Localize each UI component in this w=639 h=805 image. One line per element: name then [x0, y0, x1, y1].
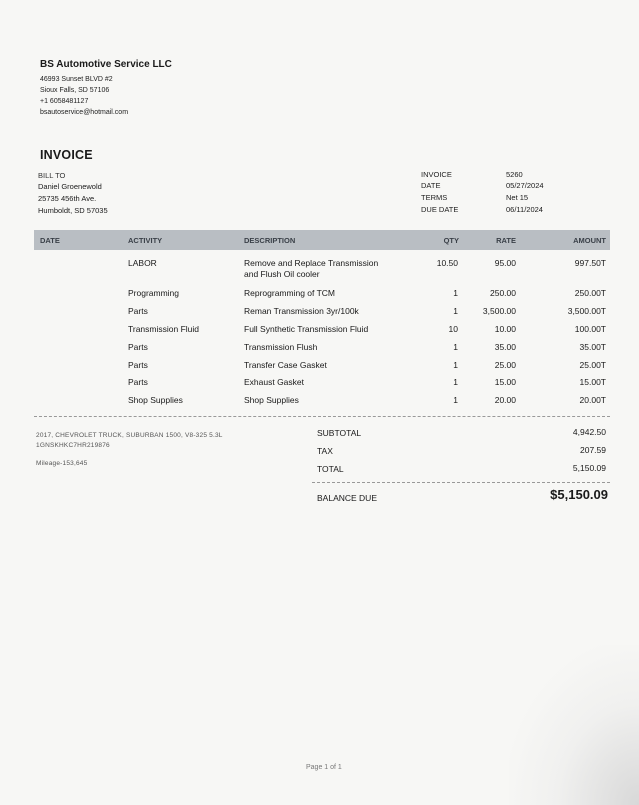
- row-amount: 3,500.00T: [567, 306, 606, 316]
- th-description: DESCRIPTION: [244, 236, 296, 245]
- row-qty: 1: [453, 377, 458, 387]
- row-activity: Parts: [128, 377, 148, 387]
- meta-due-date-label: DUE DATE: [421, 205, 459, 214]
- bill-to-city: Humboldt, SD 57035: [38, 206, 108, 215]
- row-amount: 35.00T: [579, 342, 606, 352]
- row-description: Reprogramming of TCM: [244, 288, 336, 298]
- tax-label: TAX: [317, 446, 333, 456]
- th-amount: AMOUNT: [573, 236, 606, 245]
- page-number: Page 1 of 1: [306, 764, 342, 771]
- row-activity: Transmission Fluid: [128, 324, 200, 334]
- row-qty: 10: [448, 324, 458, 334]
- company-address-line1: 46993 Sunset BLVD #2: [40, 76, 113, 83]
- meta-invoice-label: INVOICE: [421, 170, 452, 179]
- meta-date-label: DATE: [421, 181, 441, 190]
- row-activity: Parts: [128, 306, 148, 316]
- row-rate: 10.00: [494, 324, 516, 334]
- row-amount: 20.00T: [579, 395, 606, 405]
- summary-divider: [312, 482, 610, 483]
- scan-shadow: [509, 645, 639, 805]
- row-rate: 250.00: [490, 288, 516, 298]
- row-description: Shop Supplies: [244, 395, 299, 405]
- row-description: Remove and Replace Transmission: [244, 258, 379, 268]
- meta-terms-label: TERMS: [421, 193, 448, 202]
- row-description: Reman Transmission 3yr/100k: [244, 306, 359, 316]
- invoice-title: INVOICE: [40, 148, 93, 162]
- row-rate: 15.00: [494, 377, 516, 387]
- bill-to-street: 25735 456th Ave.: [38, 194, 97, 203]
- bill-to-name: Daniel Groenewold: [38, 182, 102, 191]
- row-qty: 1: [453, 306, 458, 316]
- vehicle-description: 2017, CHEVROLET TRUCK, SUBURBAN 1500, V8-325 5.3L: [36, 432, 223, 439]
- row-amount: 15.00T: [579, 377, 606, 387]
- row-description: Transfer Case Gasket: [244, 360, 327, 370]
- row-qty: 1: [453, 360, 458, 370]
- th-qty: QTY: [443, 236, 459, 245]
- tax-value: 207.59: [580, 445, 606, 455]
- balance-due-label: BALANCE DUE: [317, 493, 377, 503]
- row-activity: Parts: [128, 342, 148, 352]
- row-amount: 997.50T: [574, 258, 606, 268]
- meta-date-value: 05/27/2024: [506, 181, 544, 190]
- balance-due-value: $5,150.09: [550, 487, 608, 502]
- total-value: 5,150.09: [572, 463, 606, 473]
- company-phone: +1 6058481127: [40, 98, 89, 105]
- table-header-bar: [34, 230, 610, 250]
- row-qty: 1: [453, 395, 458, 405]
- row-description-cont: and Flush Oil cooler: [244, 269, 320, 279]
- row-rate: 3,500.00: [482, 306, 516, 316]
- company-name: BS Automotive Service LLC: [40, 59, 172, 70]
- vehicle-vin: 1GNSKHKC7HR219876: [36, 442, 110, 449]
- row-activity: Parts: [128, 360, 148, 370]
- row-description: Exhaust Gasket: [244, 377, 305, 387]
- row-amount: 100.00T: [574, 324, 606, 334]
- th-activity: ACTIVITY: [128, 236, 163, 245]
- row-qty: 1: [453, 288, 458, 298]
- meta-terms-value: Net 15: [506, 193, 529, 202]
- subtotal-label: SUBTOTAL: [317, 428, 362, 438]
- total-label: TOTAL: [317, 464, 344, 474]
- table-divider: [34, 416, 610, 417]
- row-rate: 20.00: [494, 395, 516, 405]
- row-activity: LABOR: [128, 258, 157, 268]
- row-activity: Programming: [128, 288, 180, 298]
- row-rate: 95.00: [494, 258, 516, 268]
- company-email: bsautoservice@hotmail.com: [40, 109, 129, 116]
- row-rate: 35.00: [494, 342, 516, 352]
- bill-to-label: BILL TO: [38, 171, 66, 180]
- row-description: Full Synthetic Transmission Fluid: [244, 324, 369, 334]
- vehicle-mileage: Mileage-153,645: [36, 460, 88, 467]
- th-rate: RATE: [496, 236, 516, 245]
- row-amount: 250.00T: [574, 288, 606, 298]
- row-amount: 25.00T: [579, 360, 606, 370]
- meta-due-date-value: 06/11/2024: [506, 205, 543, 214]
- meta-invoice-value: 5260: [506, 170, 523, 179]
- row-description: Transmission Flush: [244, 342, 318, 352]
- row-qty: 1: [453, 342, 458, 352]
- row-activity: Shop Supplies: [128, 395, 183, 405]
- row-rate: 25.00: [494, 360, 516, 370]
- th-date: DATE: [40, 236, 60, 245]
- company-address-line2: Sioux Falls, SD 57106: [40, 87, 110, 94]
- subtotal-value: 4,942.50: [572, 427, 606, 437]
- row-qty: 10.50: [436, 258, 458, 268]
